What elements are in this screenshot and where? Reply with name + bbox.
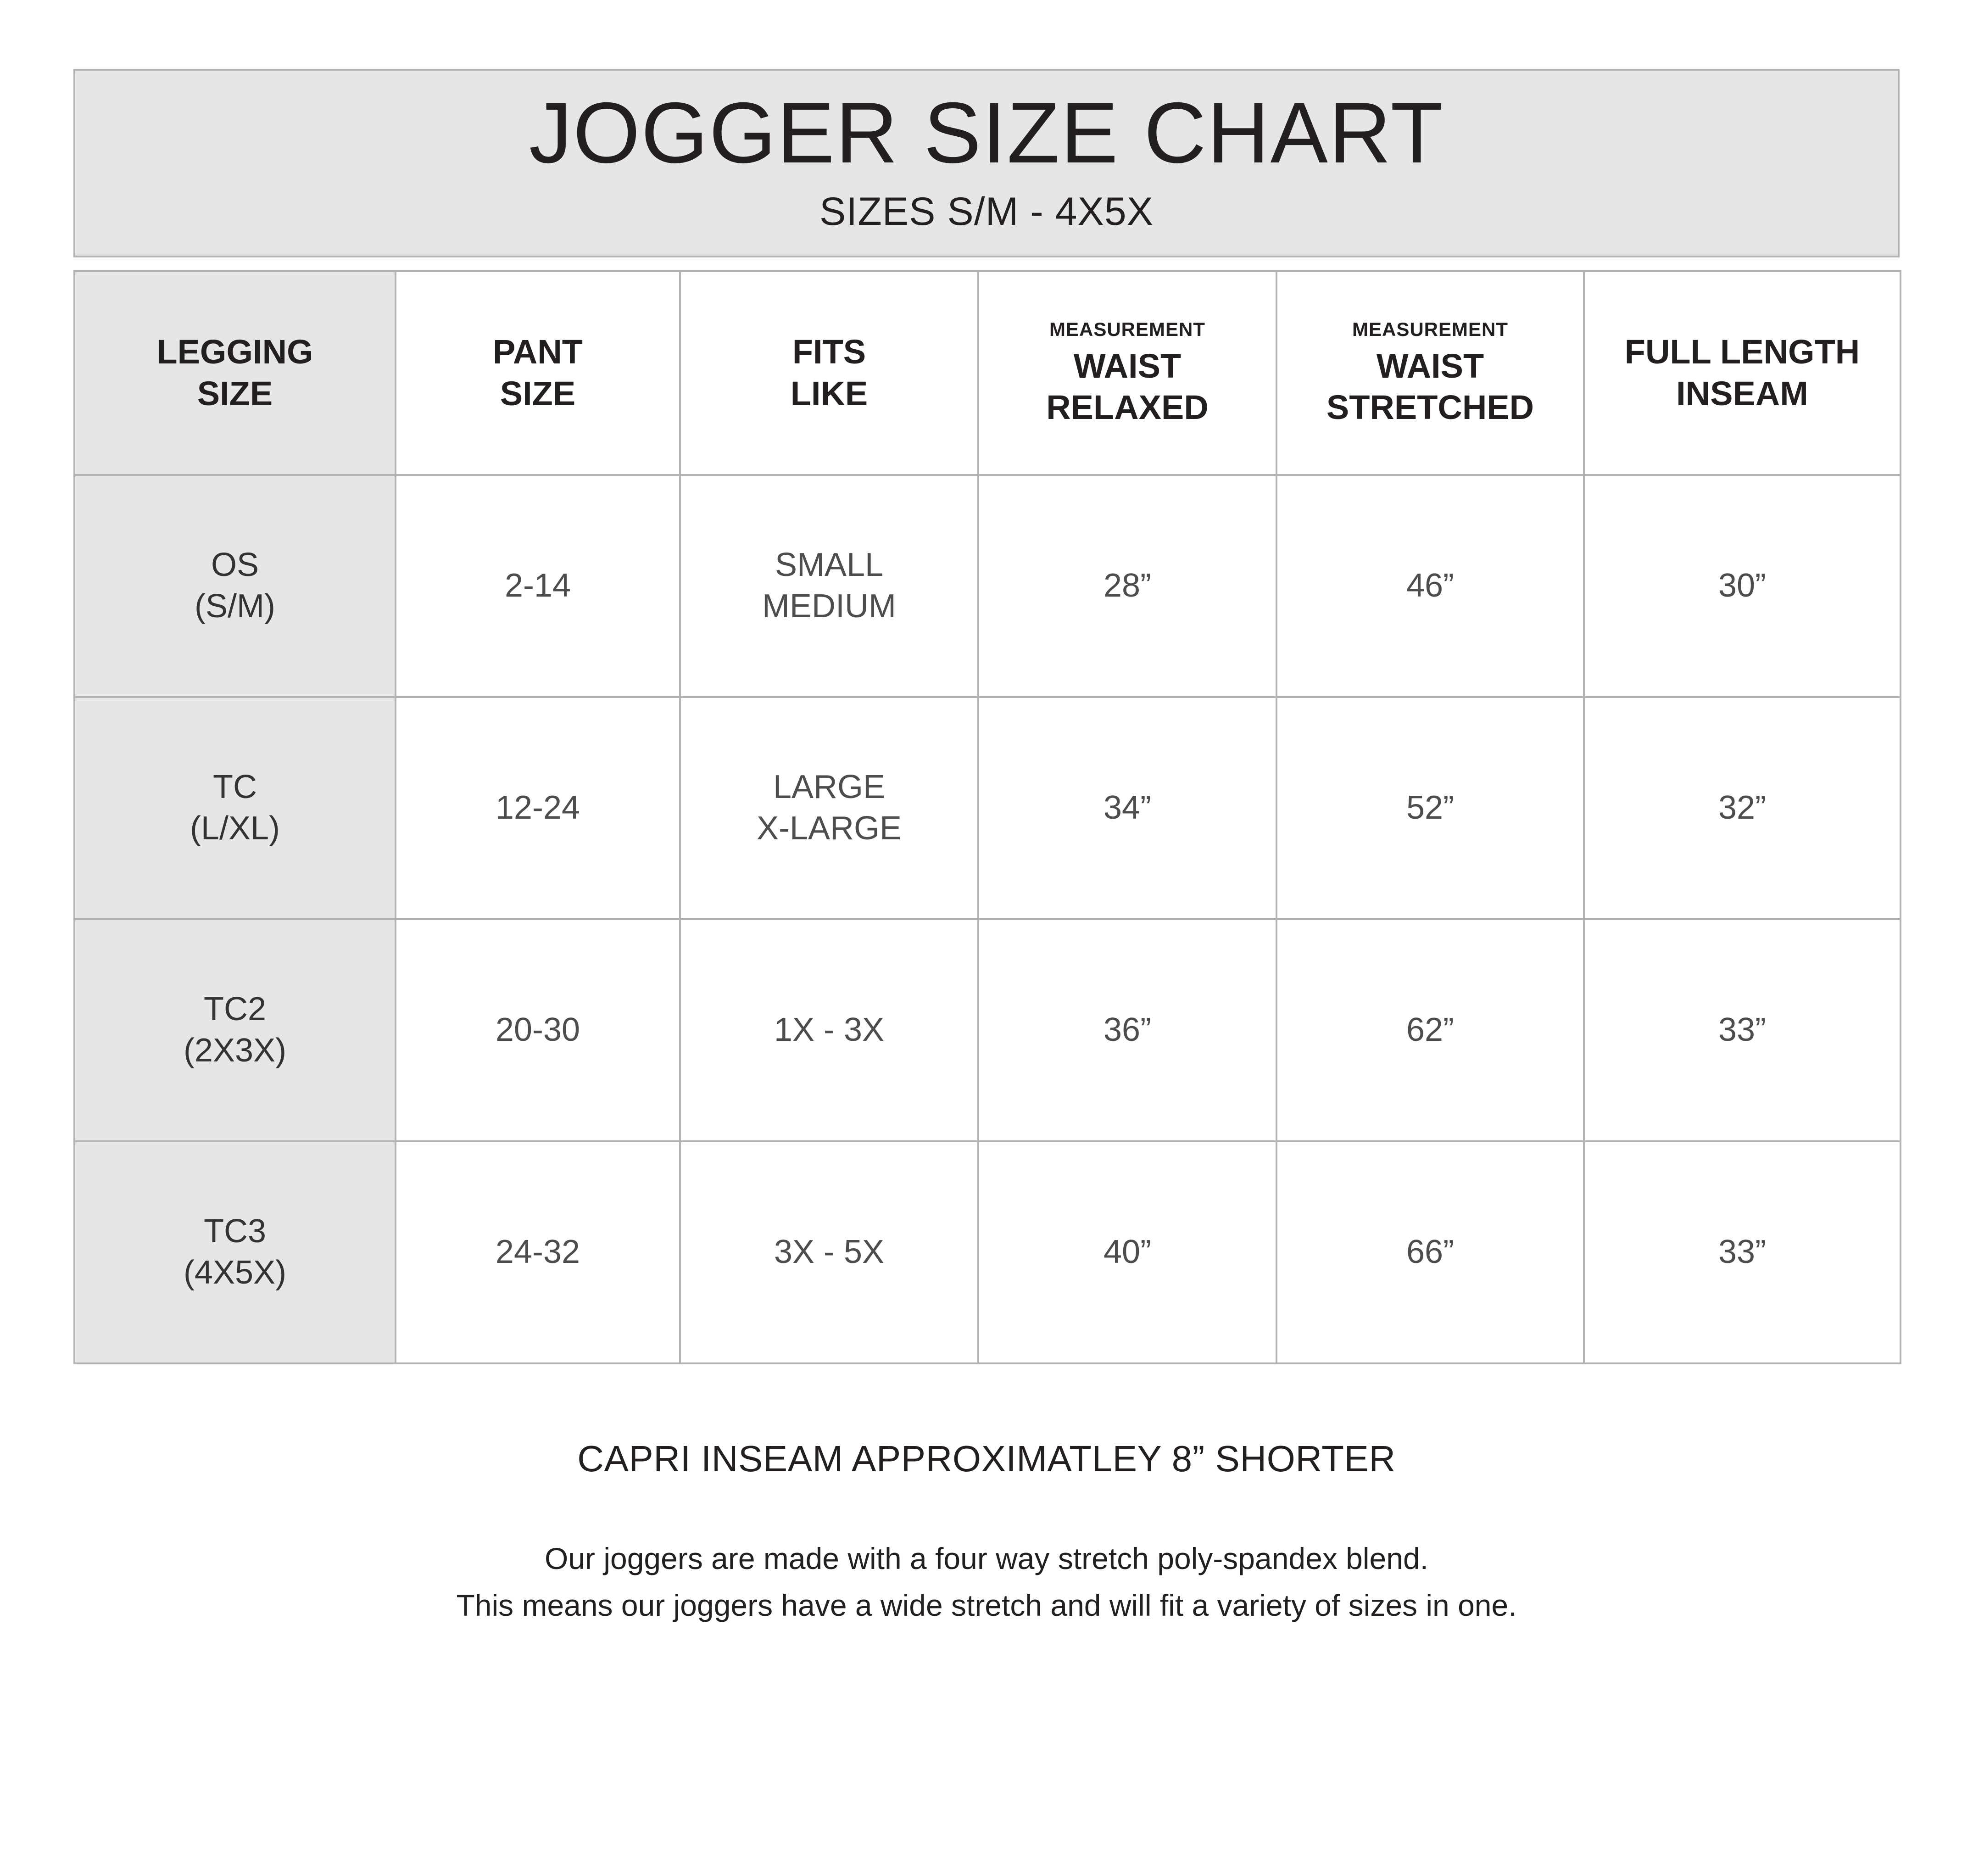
column-header-waist-relaxed-measurement-label: MEASUREMENT [1049,318,1205,340]
column-header-fits-like [680,271,978,475]
column-header-full-length-inseam-line2: INSEAM [1676,374,1808,413]
legging-size-secondary: (2X3X) [183,1032,287,1069]
table-header-row [74,271,1901,475]
legging-size-secondary: (4X5X) [183,1254,287,1291]
column-header-full-length-inseam-line1: FULL LENGTH [1624,333,1860,371]
cell-waist-relaxed: 28” [978,475,1276,697]
column-header-waist-relaxed [978,271,1276,475]
fits-like-line1: 1X - 3X [774,1011,885,1049]
table-row [74,919,1901,1141]
size-chart-table [73,270,1901,1364]
table-row [74,1141,1901,1363]
capri-inseam-note: CAPRI INSEAM APPROXIMATLEY 8” SHORTER [577,1438,1396,1479]
cell-legging-size [74,919,396,1141]
cell-pant-size: 2-14 [396,475,680,697]
cell-waist-stretched: 46” [1276,475,1584,697]
cell-full-length-inseam: 32” [1584,697,1901,919]
cell-full-length-inseam: 33” [1584,919,1901,1141]
column-header-waist-stretched-line2: STRETCHED [1326,388,1534,427]
column-header-pant-size [396,271,680,475]
column-header-waist-relaxed-line2: RELAXED [1046,388,1209,427]
legging-size-primary: TC3 [203,1213,267,1250]
legging-size-secondary: (L/XL) [189,810,280,847]
column-header-waist-stretched [1276,271,1584,475]
column-header-legging-size [74,271,396,475]
chart-header-banner [73,69,1900,257]
cell-full-length-inseam: 33” [1584,1141,1901,1363]
cell-pant-size: 24-32 [396,1141,680,1363]
legging-size-secondary: (S/M) [195,587,275,625]
cell-legging-size [74,475,396,697]
footer-notes [73,1438,1900,1629]
cell-fits-like [680,475,978,697]
cell-waist-stretched: 62” [1276,919,1584,1141]
column-header-pant-size-line2: SIZE [500,374,576,413]
column-header-waist-stretched-line1: WAIST [1376,347,1484,385]
fits-like-line1: 3X - 5X [774,1234,885,1271]
fits-like-line2: X-LARGE [756,810,902,847]
cell-fits-like [680,1141,978,1363]
cell-fits-like [680,697,978,919]
legging-size-primary: TC2 [203,991,267,1028]
column-header-waist-stretched-measurement-label: MEASUREMENT [1352,318,1508,340]
legging-size-primary: OS [211,547,259,584]
fabric-blurb-line2: This means our joggers have a wide stretch and will fit a variety of sizes in one. [456,1588,1517,1623]
cell-legging-size [74,1141,396,1363]
table-row [74,697,1901,919]
cell-waist-stretched: 66” [1276,1141,1584,1363]
cell-waist-relaxed: 36” [978,919,1276,1141]
column-header-pant-size-line1: PANT [493,333,583,371]
fabric-blurb-line1: Our joggers are made with a four way stretch poly-spandex blend. [545,1541,1428,1575]
cell-pant-size: 12-24 [396,697,680,919]
column-header-legging-size-line2: SIZE [197,374,273,413]
cell-waist-relaxed: 34” [978,697,1276,919]
table-body [74,475,1901,1363]
cell-waist-relaxed: 40” [978,1141,1276,1363]
page-subtitle: SIZES S/M - 4X5X [819,189,1154,234]
cell-full-length-inseam: 30” [1584,475,1901,697]
column-header-legging-size-line1: LEGGING [156,333,313,371]
fabric-blurb [73,1535,1900,1629]
column-header-full-length-inseam [1584,271,1901,475]
table-header [74,271,1901,475]
cell-fits-like [680,919,978,1141]
table-row [74,475,1901,697]
column-header-waist-relaxed-line1: WAIST [1073,347,1182,385]
legging-size-primary: TC [213,769,257,806]
cell-waist-stretched: 52” [1276,697,1584,919]
fits-like-line1: SMALL [775,547,884,584]
column-header-fits-like-line2: LIKE [790,374,868,413]
page-title: JOGGER SIZE CHART [529,84,1444,181]
column-header-fits-like-line1: FITS [792,333,866,371]
fits-like-line1: LARGE [773,769,886,806]
cell-pant-size: 20-30 [396,919,680,1141]
cell-legging-size [74,697,396,919]
fits-like-line2: MEDIUM [762,587,896,625]
